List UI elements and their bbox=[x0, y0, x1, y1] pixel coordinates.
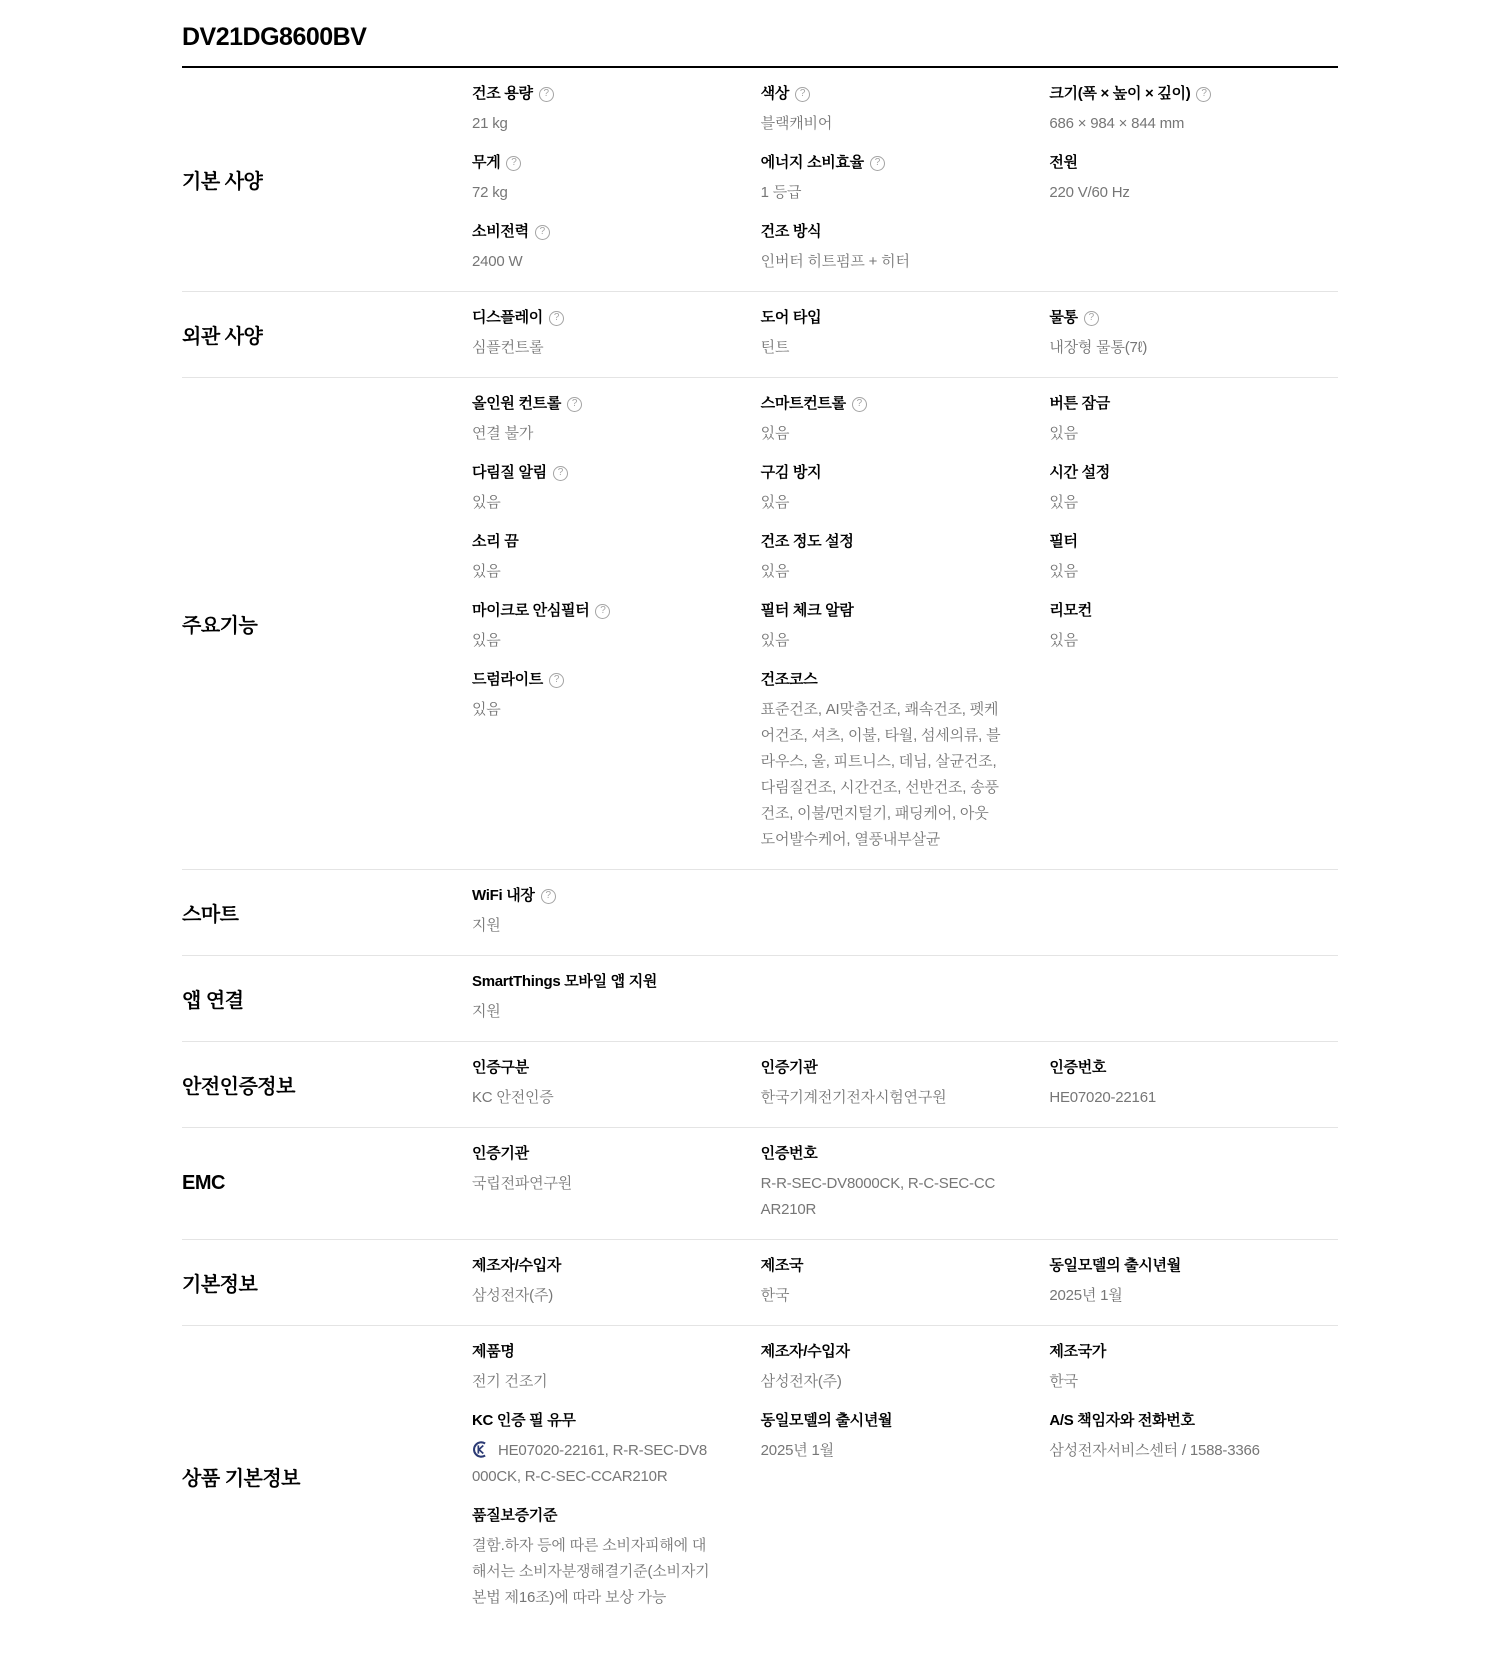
spec-item-value bbox=[472, 1438, 713, 1490]
spec-item-value: 내장형 물통(7ℓ) bbox=[1049, 339, 1148, 356]
spec-item-label-text: WiFi 내장 bbox=[472, 887, 535, 904]
spec-item-label bbox=[1049, 1256, 1290, 1276]
spec-item-label-text: 무게 bbox=[472, 154, 501, 171]
spec-section-2 bbox=[182, 378, 1338, 870]
spec-item-value: 삼성전자(주) bbox=[760, 1373, 842, 1390]
spec-item bbox=[472, 222, 761, 275]
spec-item bbox=[761, 1342, 1050, 1395]
spec-item-label bbox=[1049, 308, 1290, 328]
spec-item-value: 있음 bbox=[472, 632, 501, 649]
spec-item-label-text: 올인원 컨트롤 bbox=[472, 395, 562, 412]
spec-item-value: 있음 bbox=[1049, 563, 1078, 580]
spec-item bbox=[761, 222, 1050, 275]
spec-item-value: R-R-SEC-DV8000CK, R-C-SEC-CCAR210R bbox=[760, 1175, 996, 1218]
spec-item-value: 한국 bbox=[1049, 1373, 1078, 1390]
spec-item bbox=[1049, 153, 1338, 206]
spec-item-label bbox=[761, 1256, 1002, 1276]
info-icon[interactable]: ? bbox=[870, 156, 885, 171]
spec-item-label-text: 인증번호 bbox=[1049, 1059, 1107, 1076]
spec-item-label bbox=[1049, 601, 1290, 621]
spec-item-value: 있음 bbox=[472, 494, 501, 511]
spec-item-label-text: SmartThings 모바일 앱 지원 bbox=[472, 973, 658, 990]
spec-item-value: KC 안전인증 bbox=[472, 1089, 554, 1106]
info-icon[interactable]: ? bbox=[539, 87, 554, 102]
spec-item-label-text: 리모컨 bbox=[1049, 602, 1092, 619]
spec-item-value: 있음 bbox=[760, 494, 790, 511]
section-content bbox=[472, 1042, 1338, 1127]
spec-item bbox=[472, 394, 761, 447]
spec-item-label-text: 다림질 알림 bbox=[472, 464, 547, 481]
spec-item-label-text: 인증기관 bbox=[472, 1145, 529, 1162]
section-content bbox=[472, 292, 1338, 377]
spec-item-label-text: 소비전력 bbox=[472, 223, 529, 240]
spec-row bbox=[472, 1144, 1338, 1239]
spec-item bbox=[1049, 1411, 1338, 1490]
spec-item-label-text: 건조코스 bbox=[760, 671, 818, 688]
spec-item-value: 있음 bbox=[760, 425, 790, 442]
spec-item-value: 심플컨트롤 bbox=[472, 339, 544, 356]
section-label: 스마트 bbox=[182, 904, 239, 926]
spec-item-label bbox=[1049, 463, 1290, 483]
kc-certification-numbers: HE07020-22161, R-R-SEC-DV8000CK, R-C-SEC-CCAR210R bbox=[472, 1442, 708, 1485]
spec-item-label-text: 구김 방지 bbox=[760, 464, 822, 481]
spec-item-label bbox=[472, 308, 713, 328]
spec-item-label-text: 전원 bbox=[1049, 154, 1078, 171]
spec-item-label-text: 버튼 잠금 bbox=[1049, 395, 1110, 412]
spec-item-label-text: 제조국가 bbox=[1049, 1343, 1107, 1360]
spec-item-label bbox=[1049, 532, 1290, 552]
section-content bbox=[472, 68, 1338, 291]
spec-row bbox=[472, 1058, 1338, 1127]
spec-item-label bbox=[472, 1506, 713, 1526]
spec-item-label bbox=[761, 1058, 1002, 1078]
spec-item-label-text: 물통 bbox=[1049, 309, 1078, 326]
spec-item bbox=[761, 1058, 1050, 1111]
spec-row bbox=[472, 222, 1338, 291]
spec-item-label-text: 스마트컨트롤 bbox=[760, 395, 846, 412]
section-content bbox=[472, 1240, 1338, 1325]
spec-item bbox=[472, 84, 761, 137]
spec-item-label bbox=[761, 1144, 1002, 1164]
spec-item-value: 있음 bbox=[1049, 494, 1078, 511]
spec-item bbox=[761, 1144, 1050, 1223]
spec-item-value: 한국기계전기전자시험연구원 bbox=[760, 1089, 947, 1106]
spec-item-label-text: 도어 타입 bbox=[760, 309, 822, 326]
spec-row bbox=[472, 394, 1338, 463]
spec-item bbox=[1049, 532, 1338, 585]
spec-item bbox=[761, 463, 1050, 516]
spec-item-label-text: 동일모델의 출시년월 bbox=[760, 1412, 893, 1429]
spec-item bbox=[1049, 84, 1338, 137]
spec-item bbox=[1049, 1342, 1338, 1395]
section-content bbox=[472, 1326, 1338, 1627]
spec-item-label bbox=[472, 1256, 713, 1276]
spec-section-8 bbox=[182, 1326, 1338, 1627]
spec-item-label-text: 디스플레이 bbox=[472, 309, 543, 326]
spec-item bbox=[472, 1058, 761, 1111]
spec-item-label-text: 건조 용량 bbox=[472, 85, 533, 102]
spec-item-value: 있음 bbox=[1049, 632, 1078, 649]
spec-item-label-text: 인증번호 bbox=[760, 1145, 818, 1162]
spec-item-label bbox=[472, 222, 713, 242]
spec-item-label-text: 제품명 bbox=[472, 1343, 515, 1360]
spec-item-value: 2400 W bbox=[472, 253, 523, 270]
spec-item-label bbox=[1049, 1058, 1290, 1078]
spec-item bbox=[472, 1411, 761, 1490]
spec-item-label bbox=[761, 463, 1002, 483]
info-icon[interactable]: ? bbox=[553, 466, 568, 481]
spec-item-value: 삼성전자(주) bbox=[472, 1287, 554, 1304]
section-label: 앱 연결 bbox=[182, 990, 244, 1012]
spec-item-value: 삼성전자서비스센터 / 1588-3366 bbox=[1049, 1442, 1260, 1459]
spec-item-value: 21 kg bbox=[472, 115, 508, 132]
spec-item bbox=[761, 670, 1050, 853]
spec-item bbox=[472, 532, 761, 585]
info-icon[interactable]: ? bbox=[852, 397, 867, 412]
spec-item-label bbox=[472, 886, 713, 906]
spec-item-label-text: 필터 체크 알람 bbox=[760, 602, 854, 619]
spec-item-value: 2025년 1월 bbox=[1049, 1287, 1123, 1304]
spec-item-label bbox=[1049, 1342, 1290, 1362]
spec-item-value: 연결 불가 bbox=[472, 425, 534, 442]
spec-item-label bbox=[472, 972, 713, 992]
section-label: 주요기능 bbox=[182, 615, 258, 637]
spec-item bbox=[472, 1342, 761, 1395]
spec-item-label-text: 시간 설정 bbox=[1049, 464, 1110, 481]
spec-item-label bbox=[761, 670, 1002, 690]
info-icon[interactable]: ? bbox=[1084, 311, 1099, 326]
spec-item bbox=[761, 601, 1050, 654]
spec-item-label bbox=[761, 222, 1002, 242]
page-header bbox=[182, 22, 1338, 68]
spec-sections bbox=[182, 68, 1338, 1627]
spec-item-label bbox=[472, 1342, 713, 1362]
spec-item-label-text: 제조자/수입자 bbox=[760, 1343, 850, 1360]
spec-item-label-text: 건조 방식 bbox=[760, 223, 822, 240]
section-content bbox=[472, 870, 1338, 955]
section-content bbox=[472, 378, 1338, 869]
spec-row bbox=[472, 532, 1338, 601]
spec-item bbox=[472, 463, 761, 516]
spec-item-value: 있음 bbox=[1049, 425, 1078, 442]
spec-row bbox=[472, 463, 1338, 532]
spec-row bbox=[472, 1342, 1338, 1411]
spec-item-label bbox=[472, 1144, 713, 1164]
spec-row bbox=[472, 1506, 1338, 1627]
spec-item-value: 지원 bbox=[472, 1003, 501, 1020]
spec-row bbox=[472, 670, 1338, 869]
info-icon[interactable]: ? bbox=[535, 225, 550, 240]
spec-item bbox=[1049, 1256, 1338, 1309]
spec-section-1 bbox=[182, 292, 1338, 378]
spec-item-label-text: 동일모델의 출시년월 bbox=[1049, 1257, 1181, 1274]
info-icon[interactable]: ? bbox=[567, 397, 582, 412]
section-content bbox=[472, 956, 1338, 1041]
info-icon[interactable]: ? bbox=[1196, 87, 1211, 102]
section-label: 상품 기본정보 bbox=[182, 1468, 300, 1490]
spec-item-label-text: 드럼라이트 bbox=[472, 671, 543, 688]
spec-item-value: HE07020-22161 bbox=[1049, 1089, 1156, 1106]
spec-item-label bbox=[1049, 84, 1290, 104]
spec-item-value: 전기 건조기 bbox=[472, 1373, 548, 1390]
spec-item-label-text: 품질보증기준 bbox=[472, 1507, 558, 1524]
spec-item-value: 틴트 bbox=[760, 339, 790, 356]
spec-item-label bbox=[472, 463, 713, 483]
spec-item-label-text: 색상 bbox=[760, 85, 790, 102]
spec-item-label-text: 인증기관 bbox=[760, 1059, 818, 1076]
spec-item bbox=[761, 308, 1050, 361]
page-title: DV21DG8600BV bbox=[182, 23, 367, 51]
spec-item-label-text: A/S 책임자와 전화번호 bbox=[1049, 1412, 1195, 1429]
spec-row bbox=[472, 308, 1338, 377]
spec-item bbox=[472, 670, 761, 853]
spec-item-label-text: 필터 bbox=[1049, 533, 1078, 550]
spec-item-value: 인버터 히트펌프 + 히터 bbox=[760, 253, 910, 270]
spec-item-value: 국립전파연구원 bbox=[472, 1175, 573, 1192]
spec-item bbox=[472, 1506, 761, 1611]
spec-item-label bbox=[472, 670, 713, 690]
spec-item-value: 있음 bbox=[760, 632, 790, 649]
spec-item-value: 686 × 984 × 844 mm bbox=[1049, 115, 1185, 132]
spec-row bbox=[472, 84, 1338, 153]
spec-item-label-text: 소리 끔 bbox=[472, 533, 519, 550]
spec-item-label-text: 인증구분 bbox=[472, 1059, 529, 1076]
spec-item-label bbox=[761, 601, 1002, 621]
spec-item-label bbox=[472, 153, 713, 173]
info-icon[interactable]: ? bbox=[549, 673, 564, 688]
info-icon[interactable]: ? bbox=[795, 87, 810, 102]
spec-row bbox=[472, 886, 1338, 955]
spec-section-5 bbox=[182, 1042, 1338, 1128]
spec-row bbox=[472, 1256, 1338, 1325]
spec-item-value: 2025년 1월 bbox=[760, 1442, 834, 1459]
spec-row bbox=[472, 1411, 1338, 1506]
spec-item-label bbox=[761, 1342, 1002, 1362]
spec-item bbox=[1049, 394, 1338, 447]
section-label: 외관 사양 bbox=[182, 326, 263, 348]
spec-item-label-text: 건조 정도 설정 bbox=[760, 533, 854, 550]
spec-section-4 bbox=[182, 956, 1338, 1042]
spec-item-label-text: KC 인증 필 유무 bbox=[472, 1412, 576, 1429]
info-icon[interactable]: ? bbox=[549, 311, 564, 326]
spec-item-label bbox=[472, 532, 713, 552]
spec-item bbox=[1049, 308, 1338, 361]
spec-item bbox=[1049, 1058, 1338, 1111]
spec-item-label bbox=[761, 394, 1002, 414]
spec-item bbox=[472, 601, 761, 654]
info-icon[interactable]: ? bbox=[541, 889, 556, 904]
spec-section-7 bbox=[182, 1240, 1338, 1326]
spec-item-label-text: 에너지 소비효율 bbox=[760, 154, 864, 171]
spec-section-6 bbox=[182, 1128, 1338, 1240]
spec-item bbox=[761, 1256, 1050, 1309]
section-content bbox=[472, 1128, 1338, 1239]
spec-item-label bbox=[472, 1058, 713, 1078]
spec-item-label bbox=[472, 601, 713, 621]
spec-item-label bbox=[761, 532, 1002, 552]
spec-item bbox=[761, 1411, 1050, 1490]
spec-item bbox=[472, 1256, 761, 1309]
spec-item bbox=[761, 532, 1050, 585]
spec-item-value: 결함.하자 등에 따른 소비자피해에 대해서는 소비자분쟁해결기준(소비자기본법 제16조)에 따라 보상 가능 bbox=[472, 1537, 710, 1606]
spec-item-label bbox=[1049, 394, 1290, 414]
kc-certification-icon bbox=[472, 1441, 489, 1458]
spec-item bbox=[761, 84, 1050, 137]
spec-item bbox=[761, 153, 1050, 206]
spec-item-value: 블랙캐비어 bbox=[760, 115, 833, 132]
spec-item-label-text: 크기(폭 × 높이 × 깊이) bbox=[1049, 85, 1191, 102]
spec-item-label bbox=[761, 153, 1002, 173]
spec-item-label bbox=[761, 308, 1002, 328]
spec-item-label bbox=[761, 84, 1002, 104]
info-icon[interactable]: ? bbox=[595, 604, 610, 619]
spec-row bbox=[472, 972, 1338, 1041]
spec-row bbox=[472, 601, 1338, 670]
spec-item bbox=[1049, 463, 1338, 516]
spec-item-label-text: 제조국 bbox=[760, 1257, 804, 1274]
spec-item bbox=[472, 886, 761, 939]
spec-item bbox=[472, 153, 761, 206]
info-icon[interactable]: ? bbox=[506, 156, 521, 171]
spec-item bbox=[472, 972, 761, 1025]
section-label: EMC bbox=[182, 1172, 225, 1194]
spec-section-3 bbox=[182, 870, 1338, 956]
spec-item-value: 있음 bbox=[760, 563, 790, 580]
spec-item bbox=[761, 394, 1050, 447]
spec-item bbox=[472, 1144, 761, 1223]
spec-item-value: 220 V/60 Hz bbox=[1049, 184, 1130, 201]
spec-section-0 bbox=[182, 68, 1338, 292]
spec-item-label bbox=[1049, 153, 1290, 173]
spec-item-value: 72 kg bbox=[472, 184, 508, 201]
spec-item-value: 표준건조, AI맞춤건조, 쾌속건조, 펫케어건조, 셔츠, 이불, 타월, 섬세의류, 블라우스, 울, 피트니스, 데님, 살균건조, 다림질건조, 시간건조, 선반건조, 송풍건조, 이불/먼지털기, 패딩케어, 아웃도어발수케어, 열풍내부살균 bbox=[760, 701, 1001, 848]
spec-item-label bbox=[1049, 1411, 1290, 1431]
spec-item bbox=[472, 308, 761, 361]
section-label: 안전인증정보 bbox=[182, 1076, 295, 1098]
spec-item-value: 있음 bbox=[472, 563, 501, 580]
spec-item-label-text: 제조자/수입자 bbox=[472, 1257, 562, 1274]
spec-item-value: 1 등급 bbox=[760, 184, 802, 201]
spec-item-label bbox=[472, 84, 713, 104]
spec-item-value: 지원 bbox=[472, 917, 501, 934]
spec-item-value: 있음 bbox=[472, 701, 501, 718]
spec-item-label-text: 마이크로 안심필터 bbox=[472, 602, 590, 619]
spec-item bbox=[1049, 601, 1338, 654]
spec-item-label bbox=[472, 1411, 713, 1431]
spec-row bbox=[472, 153, 1338, 222]
section-label: 기본정보 bbox=[182, 1274, 258, 1296]
spec-item-label bbox=[472, 394, 713, 414]
section-label: 기본 사양 bbox=[182, 171, 263, 193]
spec-item-value: 한국 bbox=[760, 1287, 790, 1304]
spec-item-label bbox=[761, 1411, 1002, 1431]
